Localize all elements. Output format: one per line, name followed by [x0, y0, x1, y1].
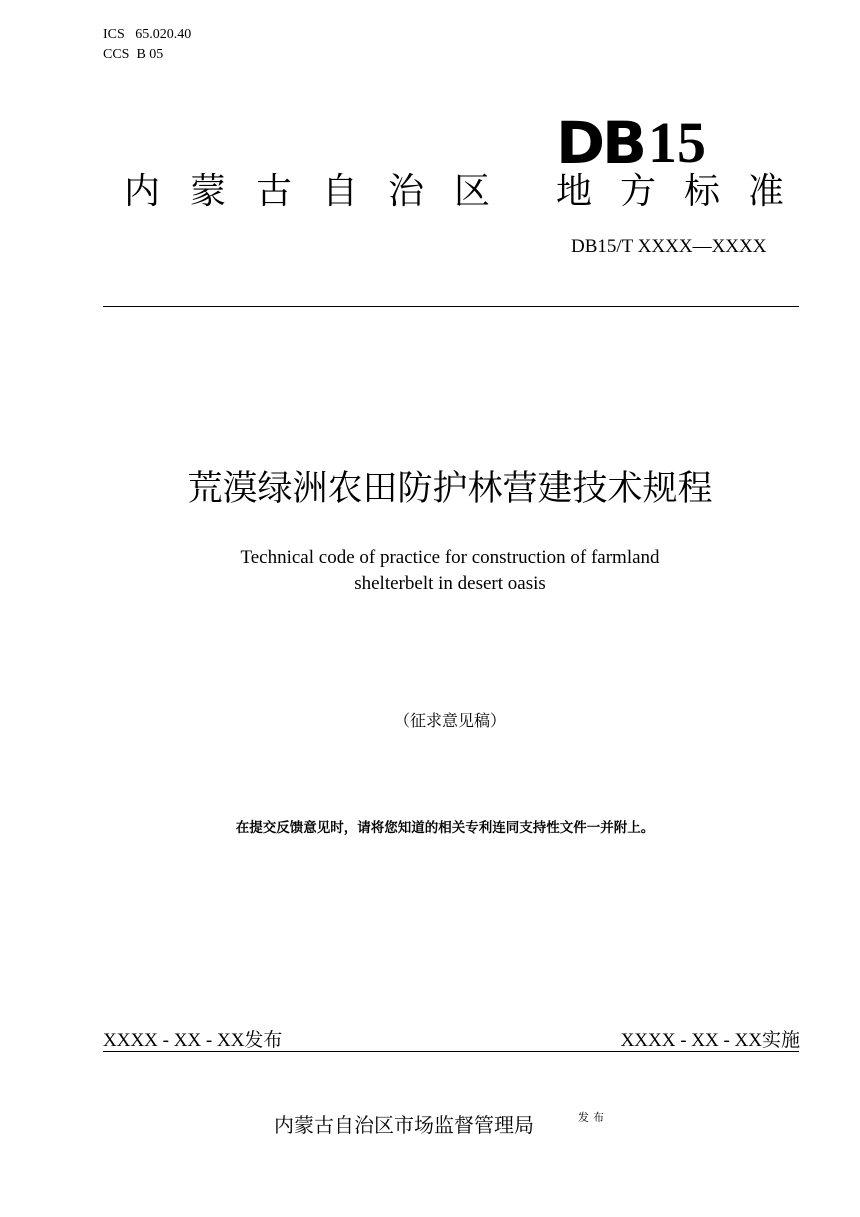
ics-value: 65.020.40 [135, 27, 192, 42]
english-title-line-2: shelterbelt in desert oasis [354, 573, 546, 594]
classification-codes [103, 25, 191, 65]
ccs-label: CCS [103, 47, 130, 62]
issue-date: XXXX - XX - XX发布 [103, 1030, 283, 1051]
standard-number: DB15/T XXXX—XXXX [571, 236, 767, 257]
patent-notice: 在提交反馈意见时，请将您知道的相关专利连同支持性文件一并附上。 [235, 820, 655, 836]
standard-type: 地方标准 [556, 171, 813, 212]
db-logo-letters: DB [556, 109, 645, 177]
db-logo-number: 15 [648, 110, 706, 175]
db15-logo [556, 109, 746, 177]
top-divider [103, 306, 799, 307]
implementation-date: XXXX - XX - XX实施 [620, 1030, 800, 1051]
issuing-authority: 内蒙古自治区市场监督管理局 [274, 1113, 534, 1137]
issuing-suffix: 发布 [578, 1111, 608, 1124]
bottom-divider [103, 1051, 799, 1052]
ccs-code-line [103, 45, 191, 65]
ccs-value: B 05 [136, 47, 164, 62]
chinese-title: 荒漠绿洲农田防护林营建技术规程 [187, 469, 713, 509]
region-name: 内蒙古自治区 [124, 171, 521, 212]
english-title-line-1: Technical code of practice for construction of farmland [240, 547, 660, 568]
ics-code-line [103, 25, 191, 45]
draft-status: （征求意见稿） [393, 711, 506, 730]
english-title [0, 545, 860, 597]
ics-label: ICS [103, 27, 125, 42]
